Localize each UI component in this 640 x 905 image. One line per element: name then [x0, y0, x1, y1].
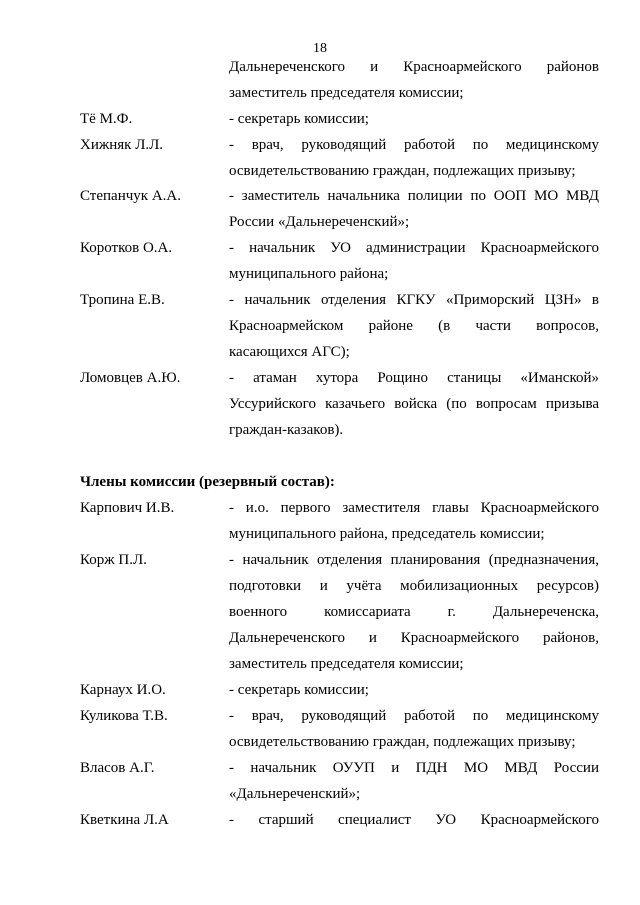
member-role-line: военного комиссариата г. Дальнереченска,: [229, 604, 599, 620]
member-name: Власов А.Г.: [80, 760, 155, 776]
member-role-line: Уссурийского казачьего войска (по вопросам призыва: [229, 396, 599, 412]
page-number: 18: [313, 41, 327, 56]
member-role-line: освидетельствованию граждан, подлежащих призыву;: [229, 734, 576, 750]
member-role-line: - начальник ОУУП и ПДН МО МВД России: [229, 760, 599, 776]
member-role-line: - начальник УО администрации Красноармейского: [229, 240, 599, 256]
member-name: Тё М.Ф.: [80, 111, 133, 127]
reserve-heading: Члены комиссии (резервный состав):: [80, 474, 335, 490]
member-role-line: - начальник отделения КГКУ «Приморский ЦЗН» в: [229, 292, 599, 308]
member-role-line: «Дальнереченский»;: [229, 786, 361, 802]
member-role-line: касающихся АГС);: [229, 344, 350, 360]
member-role-line: - врач, руководящий работой по медицинскому: [229, 708, 599, 724]
member-name: Ломовцев А.Ю.: [80, 370, 181, 386]
member-name: Карнаух И.О.: [80, 682, 166, 698]
member-role-line: освидетельствованию граждан, подлежащих призыву;: [229, 163, 576, 179]
member-name: Карпович И.В.: [80, 500, 175, 516]
member-role-line: муниципального района;: [229, 266, 389, 282]
member-name: Коротков О.А.: [80, 240, 173, 256]
member-role-line: - и.о. первого заместителя главы Красноармейского: [229, 500, 599, 516]
member-name: Хижняк Л.Л.: [80, 137, 164, 153]
member-role-line: граждан-казаков).: [229, 422, 344, 438]
member-name: Тропина Е.В.: [80, 292, 165, 308]
member-role-line: России «Дальнереченский»;: [229, 214, 410, 230]
member-role-line: - начальник отделения планирования (предназначения,: [229, 552, 599, 568]
member-role-line: Дальнереченского и Красноармейского районов,: [229, 630, 599, 646]
member-role-line: - атаман хутора Рощино станицы «Иманской»: [229, 370, 599, 386]
member-role-line: - старший специалист УО Красноармейского: [229, 812, 599, 828]
member-role-line: - заместитель начальника полиции по ООП МО МВД: [229, 188, 599, 204]
continuation-line: заместитель председателя комиссии;: [229, 85, 464, 101]
member-role-line: - секретарь комиссии;: [229, 111, 369, 127]
member-role-line: - врач, руководящий работой по медицинскому: [229, 137, 599, 153]
member-name: Степанчук А.А.: [80, 188, 181, 204]
member-name: Куликова Т.В.: [80, 708, 168, 724]
member-role-line: - секретарь комиссии;: [229, 682, 369, 698]
member-name: Кветкина Л.А: [80, 812, 169, 828]
member-role-line: муниципального района, председатель комиссии;: [229, 526, 545, 542]
member-role-line: заместитель председателя комиссии;: [229, 656, 464, 672]
member-role-line: подготовки и учёта мобилизационных ресурсов): [229, 578, 599, 594]
member-name: Корж П.Л.: [80, 552, 147, 568]
member-role-line: Красноармейском районе (в части вопросов,: [229, 318, 599, 334]
continuation-line: Дальнереченского и Красноармейского районов: [229, 59, 599, 75]
